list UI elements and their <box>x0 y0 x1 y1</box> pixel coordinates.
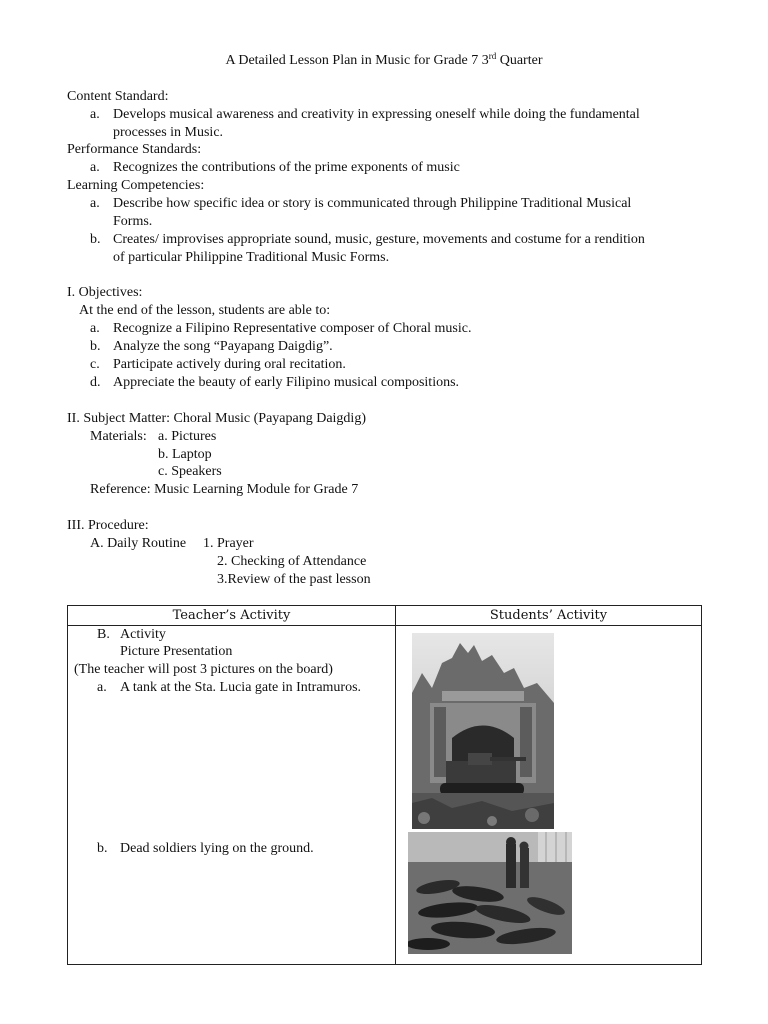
picture-caption: Dead soldiers lying on the ground. <box>120 841 314 856</box>
students-activity-cell <box>396 626 702 965</box>
tank-at-gate-image <box>412 633 554 829</box>
content-standard-heading: Content Standard: <box>67 89 169 104</box>
learning-competencies-heading: Learning Competencies: <box>67 178 205 193</box>
competency-text: of particular Philippine Traditional Music Forms. <box>113 250 390 265</box>
list-label: d. <box>90 375 101 390</box>
competency-text: Creates/ improvises appropriate sound, music, gesture, movements and costume for a rendition <box>113 232 645 247</box>
list-label: a. <box>90 160 100 175</box>
routine-item: 1. Prayer <box>203 536 254 551</box>
list-label: a. <box>90 196 100 211</box>
objective-text: Recognize a Filipino Representative composer of Choral music. <box>113 321 472 336</box>
activity-subtitle: Picture Presentation <box>120 644 233 659</box>
routine-item: 3.Review of the past lesson <box>217 572 371 587</box>
objective-text: Participate actively during oral recitation. <box>113 357 346 372</box>
daily-routine-label: A. Daily Routine <box>90 536 187 551</box>
procedure-heading: III. Procedure: <box>67 518 149 533</box>
materials-label: Materials: <box>90 429 147 444</box>
tank-photo <box>412 633 554 829</box>
list-label: b. <box>97 841 108 856</box>
material-item: a. Pictures <box>158 429 217 444</box>
list-label: a. <box>97 680 107 695</box>
teacher-activity-header: Teacher’s Activity <box>68 606 396 626</box>
students-activity-header: Students’ Activity <box>396 606 702 626</box>
content-standard-text: Develops musical awareness and creativity in expressing oneself while doing the fundamental <box>113 107 640 122</box>
list-label: b. <box>90 232 101 247</box>
activity-table <box>67 605 702 965</box>
material-item: c. Speakers <box>158 464 222 479</box>
document-title: A Detailed Lesson Plan in Music for Grade 7 3rd Quarter <box>225 51 543 68</box>
activity-note: (The teacher will post 3 pictures on the board) <box>74 662 333 677</box>
teacher-activity-cell <box>68 626 396 965</box>
objective-text: Analyze the song “Payapang Daigdig”. <box>113 339 333 354</box>
performance-standard-text: Recognizes the contributions of the prime exponents of music <box>113 160 460 175</box>
routine-item: 2. Checking of Attendance <box>217 554 367 569</box>
dead-soldiers-image <box>408 832 572 954</box>
objective-text: Appreciate the beauty of early Filipino musical compositions. <box>113 375 460 390</box>
activity-label: B. <box>97 627 110 642</box>
activity-title: Activity <box>120 627 166 642</box>
subject-matter-heading: II. Subject Matter: Choral Music (Payapang Daigdig) <box>67 411 366 426</box>
content-standard-text: processes in Music. <box>113 125 224 140</box>
list-label: c. <box>90 357 100 372</box>
list-label: a. <box>90 107 100 122</box>
picture-caption: A tank at the Sta. Lucia gate in Intramuros. <box>120 680 362 695</box>
competency-text: Describe how specific idea or story is communicated through Philippine Traditional Musical <box>113 196 632 211</box>
reference-line: Reference: Music Learning Module for Grade 7 <box>90 482 359 497</box>
list-label: a. <box>90 321 100 336</box>
competency-text: Forms. <box>113 214 153 229</box>
material-item: b. Laptop <box>158 447 212 462</box>
performance-standards-heading: Performance Standards: <box>67 142 202 157</box>
objectives-intro: At the end of the lesson, students are able to: <box>79 303 331 318</box>
list-label: b. <box>90 339 101 354</box>
objectives-heading: I. Objectives: <box>67 285 143 300</box>
soldiers-photo <box>408 832 572 954</box>
